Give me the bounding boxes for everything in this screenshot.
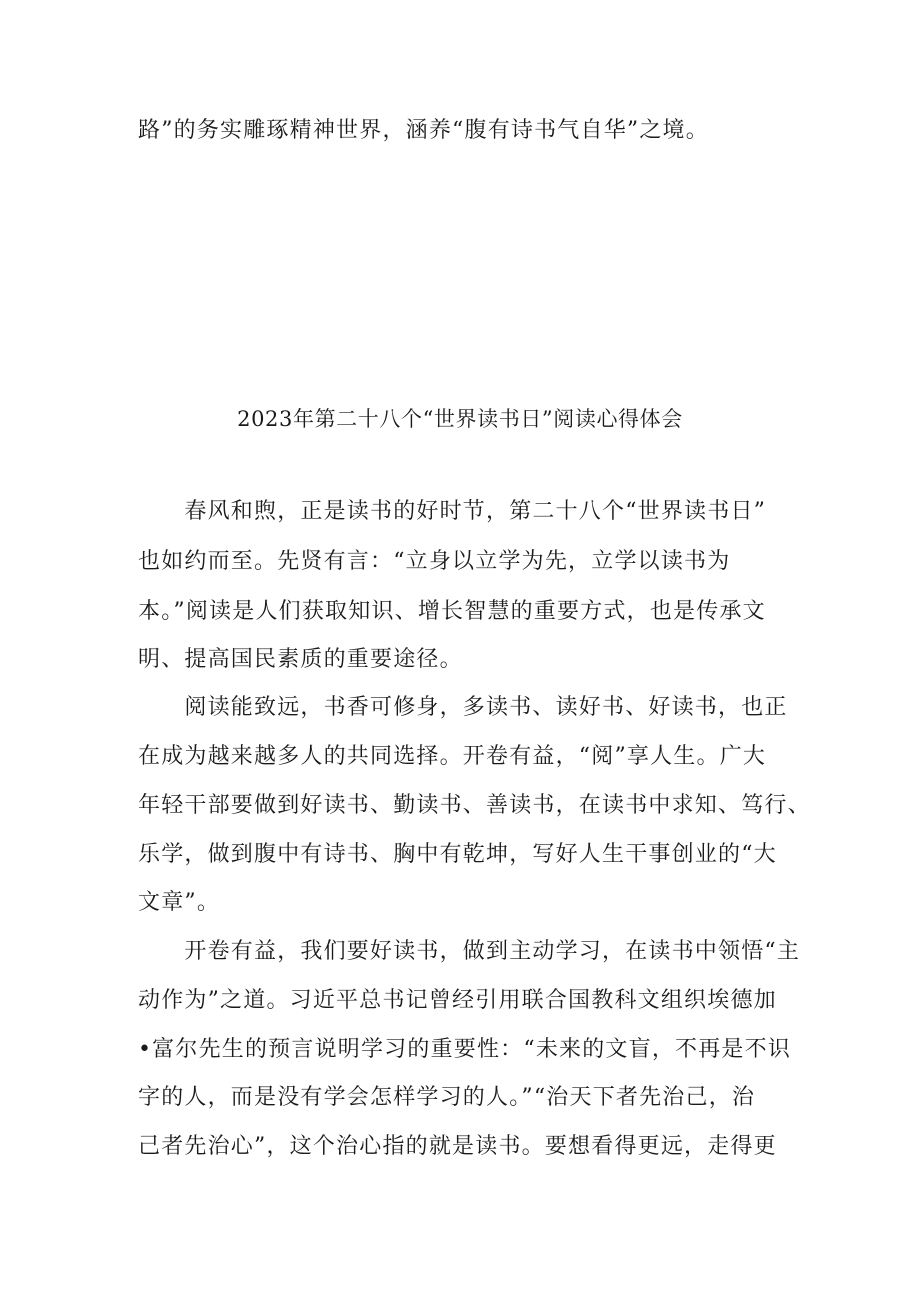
body-line-12: •富尔先生的预言说明学习的重要性：“未来的文盲，不再是不识 [138, 1037, 792, 1062]
body-line-14: 己者先治心”，这个治心指的就是读书。要想看得更远，走得更 [138, 1134, 777, 1159]
body-line-13: 字的人，而是没有学会怎样学习的人。”“治天下者先治己，治 [138, 1085, 756, 1110]
paragraph-fragment: 路”的务实雕琢精神世界，涵养“腹有诗书气自华”之境。 [138, 118, 709, 143]
body-line-8: 乐学，做到腹中有诗书、胸中有乾坤，写好人生干事创业的“大 [138, 842, 777, 867]
body-line-10: 开卷有益，我们要好读书，做到主动学习，在读书中领悟“主 [138, 939, 801, 964]
body-line-9: 文章”。 [138, 890, 221, 915]
body-line-6: 在成为越来越多人的共同选择。开卷有益，“阅”享人生。广大 [138, 744, 767, 769]
body-line-4: 明、提高国民素质的重要途径。 [138, 647, 463, 672]
body-line-7: 年轻干部要做到好读书、勤读书、善读书，在读书中求知、笃行、 [138, 793, 811, 818]
document-title: 2023年第二十八个“世界读书日”阅读心得体会 [237, 407, 683, 431]
body-line-11: 动作为”之道。习近平总书记曾经引用联合国教科文组织埃德加 [138, 988, 777, 1013]
body-line-3: 本。”阅读是人们获取知识、增长智慧的重要方式，也是传承文 [138, 599, 766, 624]
body-line-2: 也如约而至。先贤有言：“立身以立学为先，立学以读书为 [138, 549, 731, 574]
body-line-1: 春风和煦，正是读书的好时节，第二十八个“世界读书日” [138, 499, 767, 524]
body-line-5: 阅读能致远，书香可修身，多读书、读好书、好读书，也正 [138, 695, 788, 720]
